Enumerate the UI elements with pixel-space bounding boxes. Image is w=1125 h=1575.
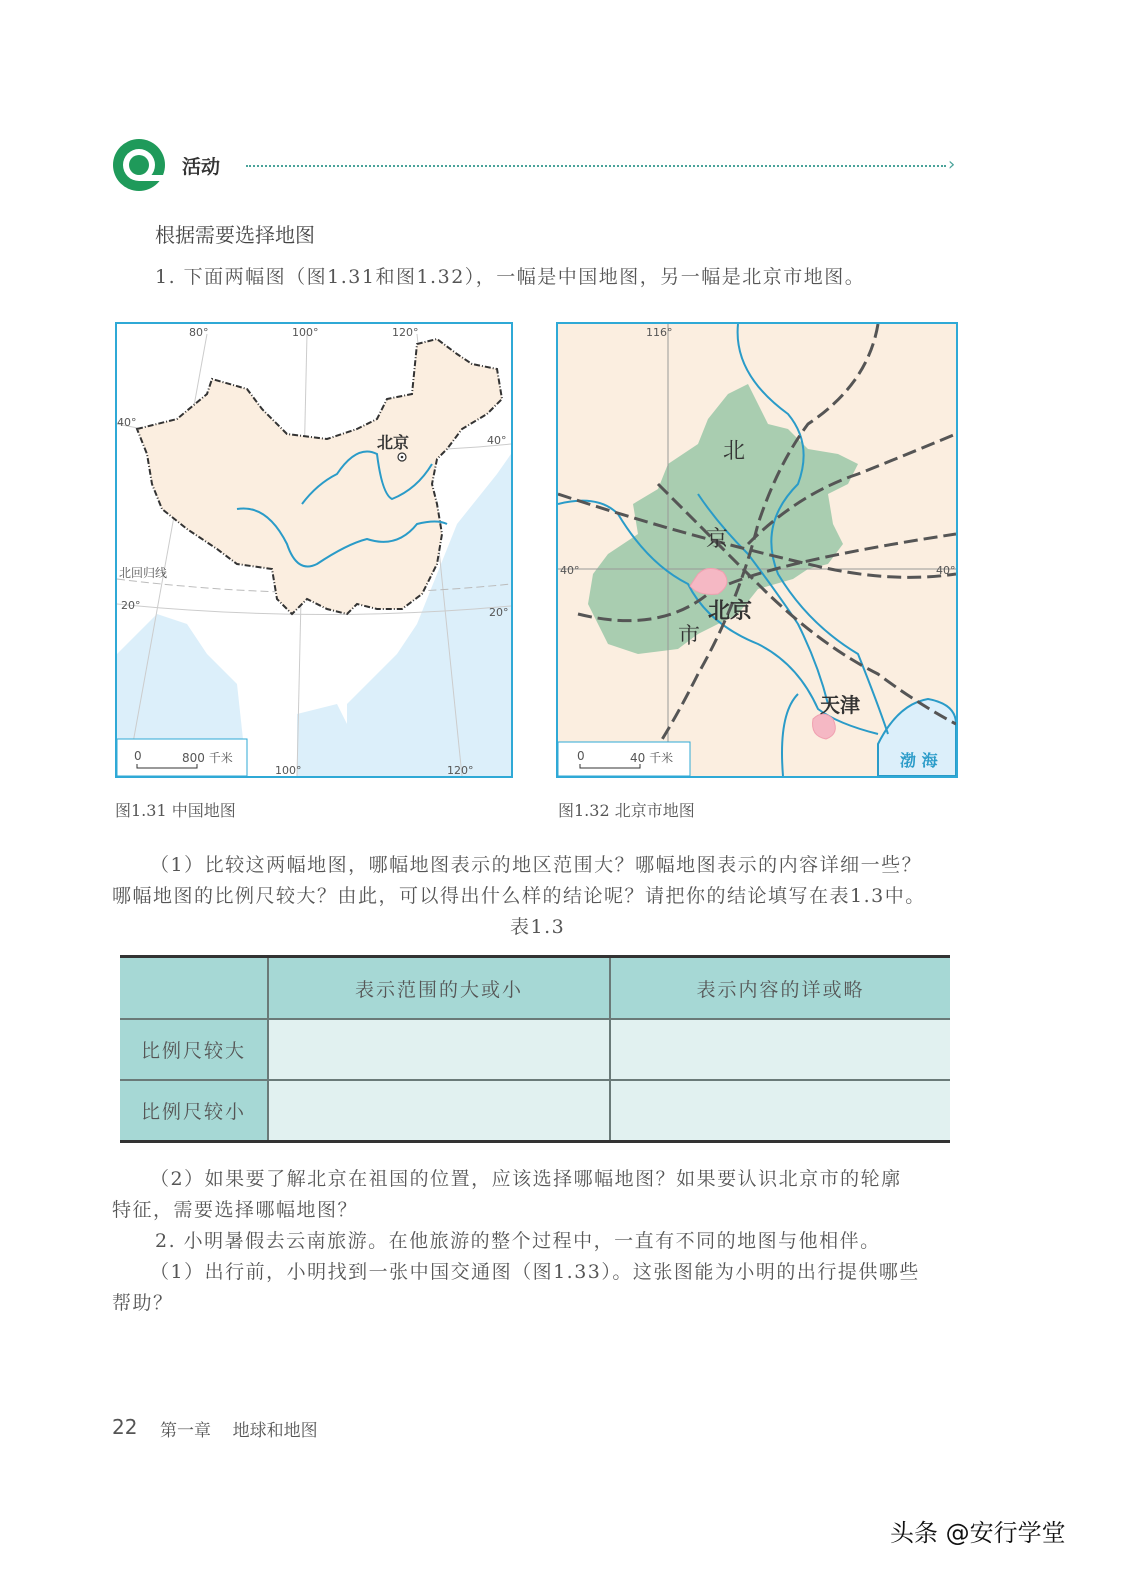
tropic-label: 北回归线 [119,566,168,580]
lon-100-bottom-label: 100° [275,764,302,777]
question-1-1-line2: 哪幅地图的比例尺较大？由此，可以得出什么样的结论呢？请把你的结论填写在表1.3中。 [112,885,926,907]
table-row [120,1019,950,1080]
section-title: 根据需要选择地图 [155,223,315,247]
table-title: 表1.3 [510,916,566,938]
activity-logo-icon [112,138,166,192]
table-cell-answer[interactable] [610,1019,950,1080]
city-label-tianjin: 天津 [820,693,860,717]
lat-20-left-label: 20° [121,599,141,612]
table-header-range: 表示范围的大或小 [268,957,610,1020]
question-1-2-line1: （2）如果要了解北京在祖国的位置，应该选择哪幅地图？如果要认识北京市的轮廓 [150,1168,902,1190]
table-header-detail: 表示内容的详或略 [610,957,950,1020]
figure-caption-1-31: 图1.31 中国地图 [115,801,236,820]
activity-label: 活动 [182,156,221,178]
question-1-2-line2: 特征，需要选择哪幅地图？ [112,1199,359,1221]
china-map [115,322,513,778]
lat-20-right-label: 20° [489,606,509,619]
page-number: 22 [112,1415,138,1439]
lon-80-label: 80° [189,326,209,339]
region-char-shi: 市 [678,624,701,649]
lon-100-label: 100° [292,326,319,339]
table-1-3 [120,955,950,1143]
question-2-1-line1: （1）出行前，小明找到一张中国交通图（图1.33）。这张图能为小明的出行提供哪些 [150,1261,920,1283]
chapter-title: 第一章 地球和地图 [160,1421,318,1441]
lat-40-right-label: 40° [936,564,956,577]
beijing-map [556,322,958,778]
figure-caption-1-32: 图1.32 北京市地图 [558,801,695,820]
row-label-large-scale: 比例尺较大 [120,1019,268,1080]
lon-120-bottom-label: 120° [447,764,474,777]
table-cell-answer[interactable] [268,1019,610,1080]
table-cell-answer[interactable] [268,1080,610,1142]
question-1-1-line1: （1）比较这两幅地图，哪幅地图表示的地区范围大？哪幅地图表示的内容详细一些？ [150,854,923,876]
lon-120-label: 120° [392,326,419,339]
row-label-small-scale: 比例尺较小 [120,1080,268,1142]
arrow-right-icon: › [948,154,956,175]
question-2-1-line2: 帮助？ [112,1292,174,1314]
table-header-corner [120,957,268,1020]
lat-40-left-label: 40° [560,564,580,577]
sea-label-bohai: 渤 海 [900,751,938,770]
region-char-jing: 京 [706,527,729,552]
beijing-label: 北京 [377,433,410,452]
question-1-intro: 1. 下面两幅图（图1.31和图1.32），一幅是中国地图，另一幅是北京市地图。 [155,266,866,288]
table-cell-answer[interactable] [610,1080,950,1142]
lat-40-left-label: 40° [117,416,137,429]
lon-116-label: 116° [646,326,673,339]
table-row [120,1080,950,1142]
activity-header [112,138,962,194]
city-label-beijing: 北京 [708,599,753,624]
question-2: 2. 小明暑假去云南旅游。在他旅游的整个过程中，一直有不同的地图与他相伴。 [155,1230,881,1252]
scale-value: 800 千米 [182,751,233,765]
scale-zero: 0 [134,749,142,763]
table-header-row [120,957,950,1020]
region-char-bei: 北 [723,439,746,464]
watermark: 头条 @安行学堂 [890,1519,1066,1547]
scale-value: 40 千米 [630,751,674,765]
dotted-divider [246,165,946,167]
lat-40-right-label: 40° [487,434,507,447]
scale-zero: 0 [577,749,585,763]
